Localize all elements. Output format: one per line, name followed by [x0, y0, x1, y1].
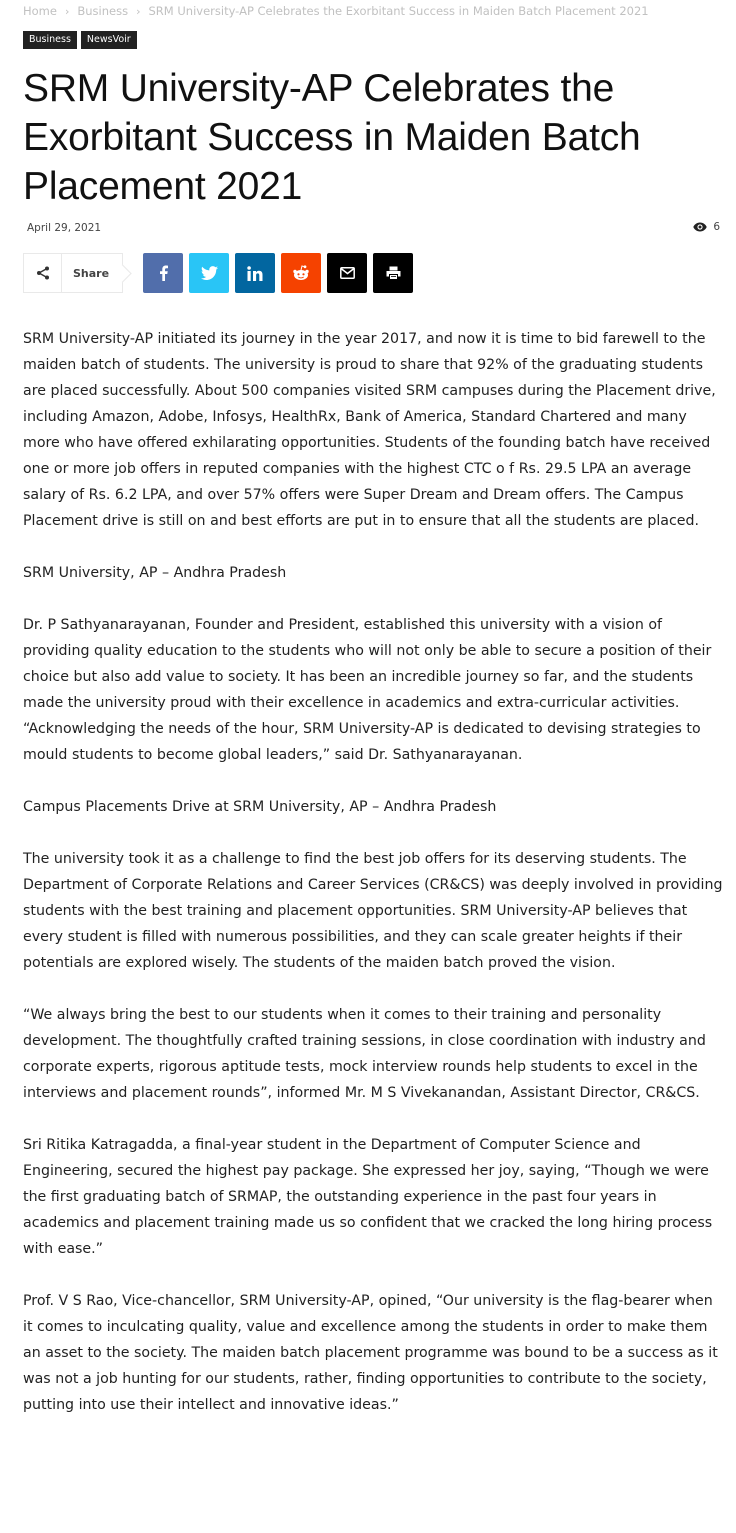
twitter-icon — [201, 266, 218, 280]
eye-icon — [693, 222, 707, 232]
share-label: Share — [73, 266, 110, 280]
article-paragraph: Prof. V S Rao, Vice-chancellor, SRM University-AP, opined, “Our university is the flag-bearer when it comes to inculcating quality, value and excellence among the students in order to make them an asset to the society. The maiden batch placement programme was bound to be a success as it was not a job hunting for our students, rather, finding opportunities to contribute to the society, putting into use their intellect and innovative ideas.” — [23, 1293, 718, 1413]
category-tags — [23, 31, 137, 49]
share-bar — [23, 253, 413, 293]
breadcrumb-home-link[interactable]: Home — [23, 4, 57, 18]
article-title: SRM University-AP Celebrates the Exorbitant Success in Maiden Batch Placement 2021 — [23, 67, 641, 208]
facebook-icon — [159, 265, 168, 281]
article-paragraph: Sri Ritika Katragadda, a final-year student in the Department of Computer Science and Engineering, secured the highest pay package. She expressed her joy, saying, “Though we were the first graduating batch of SRMAP, the outstanding experience in the past four years in academics and placement training made us so confident that we cracked the long hiring process with ease.” — [23, 1137, 713, 1257]
view-count-value: 6 — [713, 221, 720, 233]
mail-icon — [340, 267, 355, 279]
print-icon — [386, 266, 401, 280]
share-toggle[interactable] — [23, 253, 123, 293]
breadcrumb — [23, 4, 649, 18]
share-icon — [24, 254, 62, 292]
linkedin-share-button[interactable] — [235, 253, 275, 293]
social-buttons — [143, 253, 413, 293]
article-paragraph: The university took it as a challenge to find the best job offers for its deserving students. The Department of Corporate Relations and Career Services (CR&CS) was deeply involved in providing students with the best training and placement opportunities. SRM University-AP believes that every student is filled with numerous possibilities, and they can scale greater heights if their potentials are explored wisely. The students of the maiden batch proved the vision. — [23, 851, 723, 971]
email-share-button[interactable] — [327, 253, 367, 293]
reddit-icon — [292, 265, 310, 281]
print-share-button[interactable] — [373, 253, 413, 293]
breadcrumb-separator: › — [64, 4, 70, 18]
article-subheading: Campus Placements Drive at SRM University, AP – Andhra Pradesh — [23, 799, 497, 815]
linkedin-icon — [247, 266, 263, 281]
article-body — [23, 326, 723, 1444]
breadcrumb-category-link[interactable]: Business — [77, 4, 129, 18]
article-paragraph: SRM University-AP initiated its journey in the year 2017, and now it is time to bid farewell to the maiden batch of students. The university is proud to share that 92% of the graduating students are placed successfully. About 500 companies visited SRM campuses during the Placement drive, including Amazon, Adobe, Infosys, HealthRx, Bank of America, Standard Chartered and many more who have offered exhilarating opportunities. Students of the founding batch have received one or more job offers in reputed companies with the highest CTC o f Rs. 29.5 LPA an average salary of Rs. 6.2 LPA, and over 57% offers were Super Dream and Dream offers. The Campus Placement drive is still on and best efforts are put in to ensure that all the students are placed. — [23, 331, 716, 529]
breadcrumb-separator: › — [136, 4, 141, 18]
tag-newsvoir[interactable]: NewsVoir — [81, 31, 137, 49]
reddit-share-button[interactable] — [281, 253, 321, 293]
facebook-share-button[interactable] — [143, 253, 183, 293]
article-subheading: SRM University, AP – Andhra Pradesh — [23, 565, 287, 581]
view-count — [693, 221, 720, 233]
publish-date: April 29, 2021 — [27, 222, 102, 234]
twitter-share-button[interactable] — [189, 253, 229, 293]
article-paragraph: “We always bring the best to our students when it comes to their training and personality development. The thoughtfully crafted training sessions, in close coordination with industry and corporate experts, rigorous aptitude tests, mock interview rounds help students to excel in the interviews and placement rounds”, informed Mr. M S Vivekanandan, Assistant Director, CR&CS. — [23, 1007, 706, 1101]
breadcrumb-current: SRM University-AP Celebrates the Exorbitant Success in Maiden Batch Placement 2021 — [148, 4, 649, 18]
article-paragraph: Dr. P Sathyanarayanan, Founder and President, established this university with a vision of providing quality education to the students who will not only be able to secure a position of their choice but also add value to society. It has been an incredible journey so far, and the students made the university proud with their excellence in academics and extra-curricular activities. “Acknowledging the needs of the hour, SRM University-AP is dedicated to devising strategies to mould students to become global leaders,” said Dr. Sathyanarayanan. — [23, 617, 712, 763]
tag-business[interactable]: Business — [23, 31, 77, 49]
